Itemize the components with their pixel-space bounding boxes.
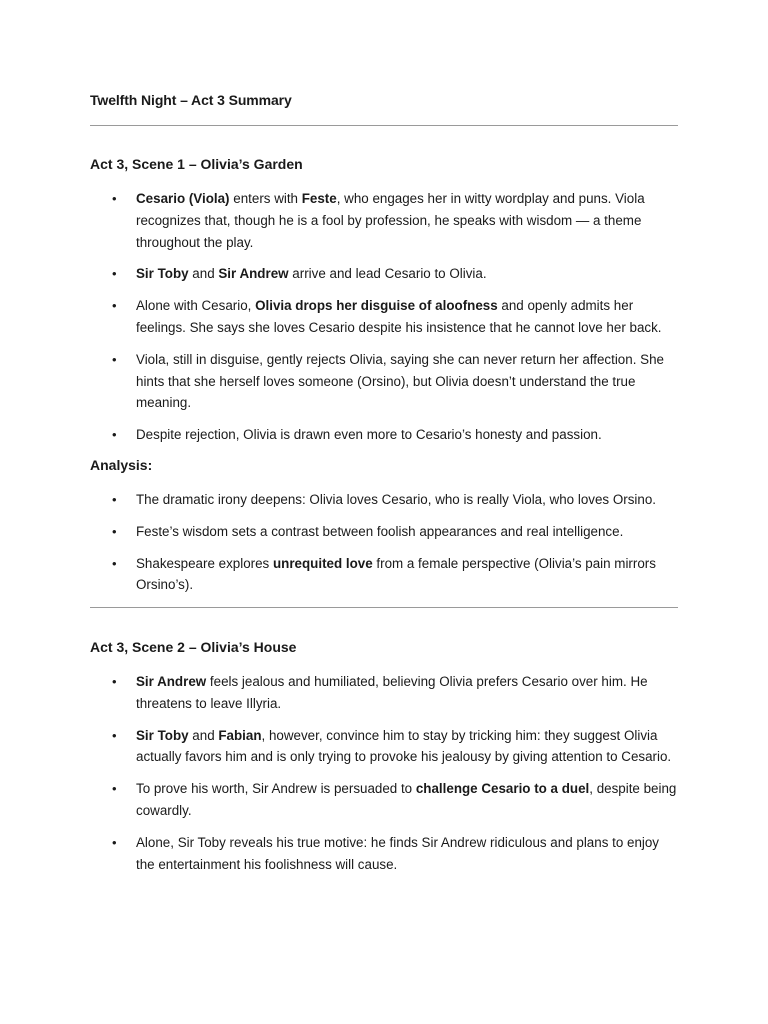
list-item xyxy=(90,553,678,597)
text-run: The dramatic irony deepens: Olivia loves Cesario, who is really Viola, who loves Orsino. xyxy=(136,492,656,507)
text-run: Shakespeare explores xyxy=(136,555,273,571)
text-run: Despite rejection, Olivia is drawn even more to Cesario’s honesty and passion. xyxy=(136,427,602,443)
bold-text: Sir Andrew xyxy=(136,674,207,689)
list-item xyxy=(90,424,678,446)
bold-text: Feste xyxy=(301,191,337,206)
list-item xyxy=(90,263,678,285)
list-item xyxy=(90,671,678,715)
bold-text: Olivia drops her disguise of aloofness xyxy=(255,298,498,314)
scene-1-heading: Act 3, Scene 1 – Olivia’s Garden xyxy=(90,156,303,172)
text-run: and openly admits her feelings. She says she loves Cesario despite his insistence that he cannot love her back. xyxy=(136,298,662,335)
list-item xyxy=(90,349,678,414)
text-run: Viola, still in disguise, gently rejects Olivia, saying she can never return her affection. She hints that she herself loves someone (Orsino), but Olivia doesn’t understand the true meaning. xyxy=(136,351,664,411)
list-item xyxy=(90,725,678,769)
analysis-heading: Analysis: xyxy=(90,457,153,473)
bold-text: unrequited love xyxy=(272,555,373,571)
list-item xyxy=(90,295,678,339)
analysis-bullet-list xyxy=(90,489,678,606)
list-item xyxy=(90,188,678,253)
scene-2-heading: Act 3, Scene 2 – Olivia’s House xyxy=(90,639,297,655)
list-item xyxy=(90,778,678,822)
bold-text: Fabian xyxy=(218,727,262,743)
bold-text: Sir Andrew xyxy=(218,266,289,282)
bold-text: Sir Toby xyxy=(136,266,189,282)
text-run: Alone with Cesario, xyxy=(136,298,256,314)
text-run: , however, convince him to stay by tricking him: they suggest Olivia actually favors him and is only trying to provoke his jealousy by giving attention to Cesario. xyxy=(136,727,672,765)
text-run: enters with xyxy=(229,191,302,206)
bold-text: challenge Cesario to a duel xyxy=(415,781,590,797)
text-run: arrive and lead Cesario to Olivia. xyxy=(288,266,487,282)
text-run: To prove his worth, Sir Andrew is persuaded to xyxy=(136,781,416,797)
text-run: from a female perspective (Olivia’s pain mirrors Orsino’s). xyxy=(136,555,656,593)
bold-text: Cesario (Viola) xyxy=(136,191,230,206)
list-item xyxy=(90,832,678,876)
text-run: and xyxy=(188,727,219,743)
bold-text: Sir Toby xyxy=(136,727,189,743)
text-run: Alone, Sir Toby reveals his true motive: he finds Sir Andrew ridiculous and plans to enjoy the entertainment his foolishness will cause. xyxy=(136,834,660,872)
list-item xyxy=(90,521,678,543)
text-run: Feste’s wisdom sets a contrast between foolish appearances and real intelligence. xyxy=(136,523,624,539)
text-run: feels jealous and humiliated, believing Olivia prefers Cesario over him. He threatens to leave Illyria. xyxy=(136,674,648,711)
text-run: and xyxy=(188,266,219,282)
scene-2-bullet-list xyxy=(90,671,678,885)
divider xyxy=(90,607,678,608)
document-title: Twelfth Night – Act 3 Summary xyxy=(90,92,292,108)
list-item xyxy=(90,489,678,511)
scene-1-bullet-list xyxy=(90,188,678,456)
text-run: , who engages her in witty wordplay and puns. Viola recognizes that, though he is a fool by profession, he speaks with wisdom — a theme throughout the play. xyxy=(136,191,645,250)
divider xyxy=(90,125,678,126)
text-run: , despite being cowardly. xyxy=(136,781,677,818)
